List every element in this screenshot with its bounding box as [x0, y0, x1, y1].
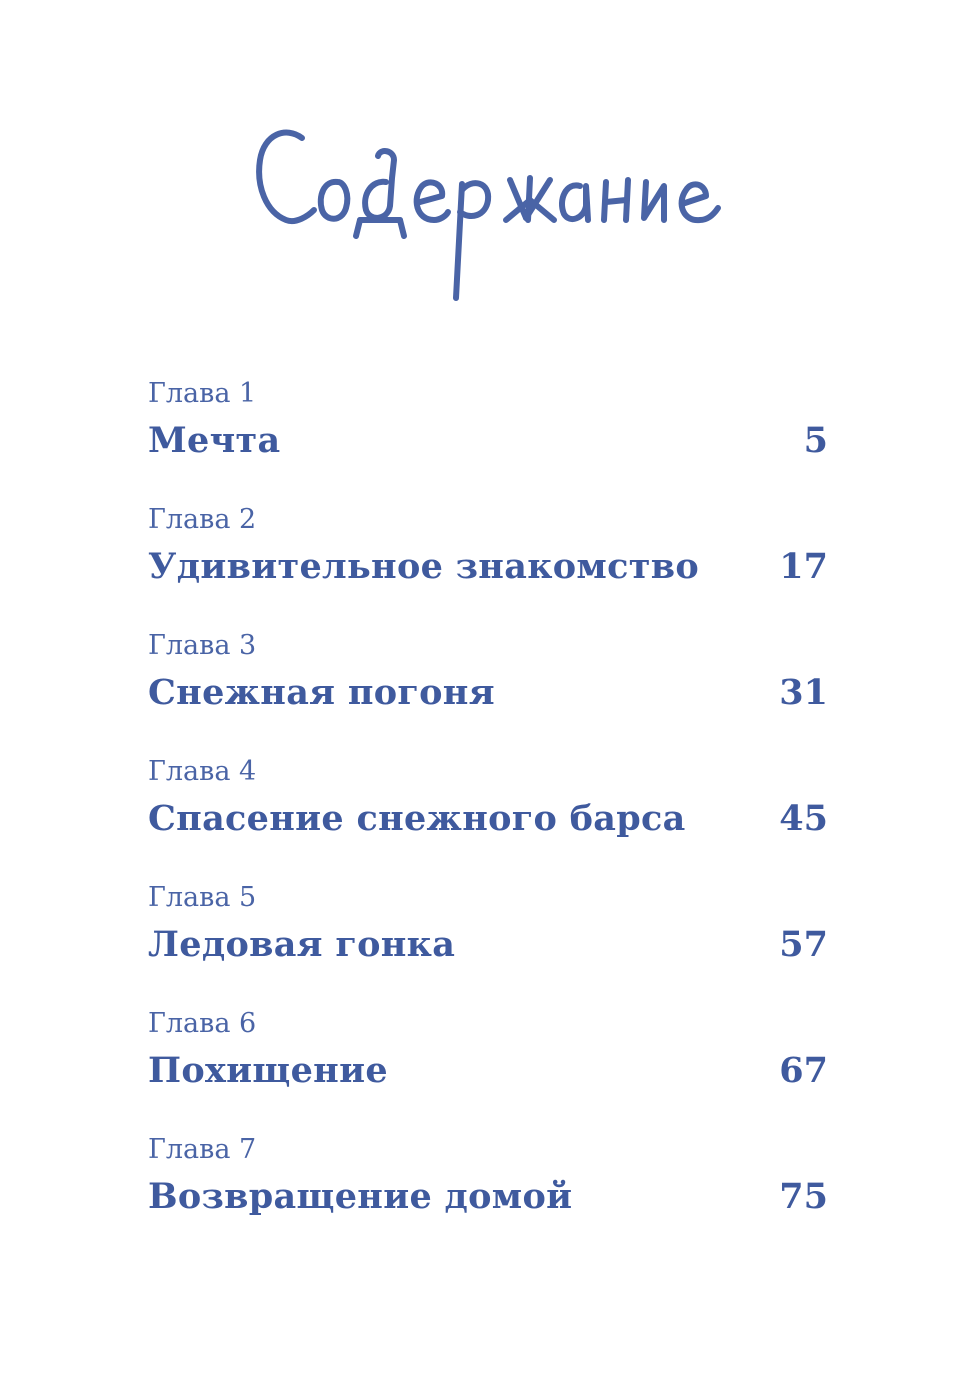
- toc-entry[interactable]: [148, 1002, 828, 1128]
- chapter-row: [148, 420, 828, 461]
- toc-entry[interactable]: [148, 750, 828, 876]
- chapter-page-number: 57: [779, 924, 828, 965]
- chapter-row: [148, 1176, 828, 1217]
- chapter-label: Глава 5: [148, 882, 257, 913]
- chapter-row: [148, 546, 828, 587]
- chapter-title: Мечта: [148, 420, 281, 461]
- chapter-title: Снежная погоня: [148, 672, 495, 713]
- chapter-title: Возвращение домой: [148, 1176, 573, 1217]
- chapter-page-number: 75: [779, 1176, 828, 1217]
- chapter-page-number: 5: [803, 420, 828, 461]
- chapter-page-number: 45: [779, 798, 828, 839]
- chapter-page-number: 67: [779, 1050, 828, 1091]
- chapter-label: Глава 7: [148, 1134, 257, 1165]
- chapter-label: Глава 2: [148, 504, 257, 535]
- toc-entry[interactable]: [148, 372, 828, 498]
- chapter-title: Ледовая гонка: [148, 924, 456, 965]
- page-title: [250, 120, 730, 315]
- toc-entry[interactable]: [148, 1128, 828, 1254]
- toc-entry[interactable]: [148, 624, 828, 750]
- chapter-label: Глава 4: [148, 756, 257, 787]
- handwritten-title: [250, 120, 730, 315]
- chapter-row: [148, 798, 828, 839]
- chapter-page-number: 31: [779, 672, 828, 713]
- toc-entry[interactable]: [148, 498, 828, 624]
- chapter-title: Спасение снежного барса: [148, 798, 686, 839]
- chapter-label: Глава 3: [148, 630, 257, 661]
- chapter-title: Удивительное знакомство: [148, 546, 699, 587]
- chapter-row: [148, 1050, 828, 1091]
- chapter-title: Похищение: [148, 1050, 388, 1091]
- chapter-row: [148, 924, 828, 965]
- chapter-label: Глава 1: [148, 378, 257, 409]
- chapter-page-number: 17: [779, 546, 828, 587]
- chapter-row: [148, 672, 828, 713]
- table-of-contents: [148, 372, 828, 1254]
- toc-entry[interactable]: [148, 876, 828, 1002]
- chapter-label: Глава 6: [148, 1008, 257, 1039]
